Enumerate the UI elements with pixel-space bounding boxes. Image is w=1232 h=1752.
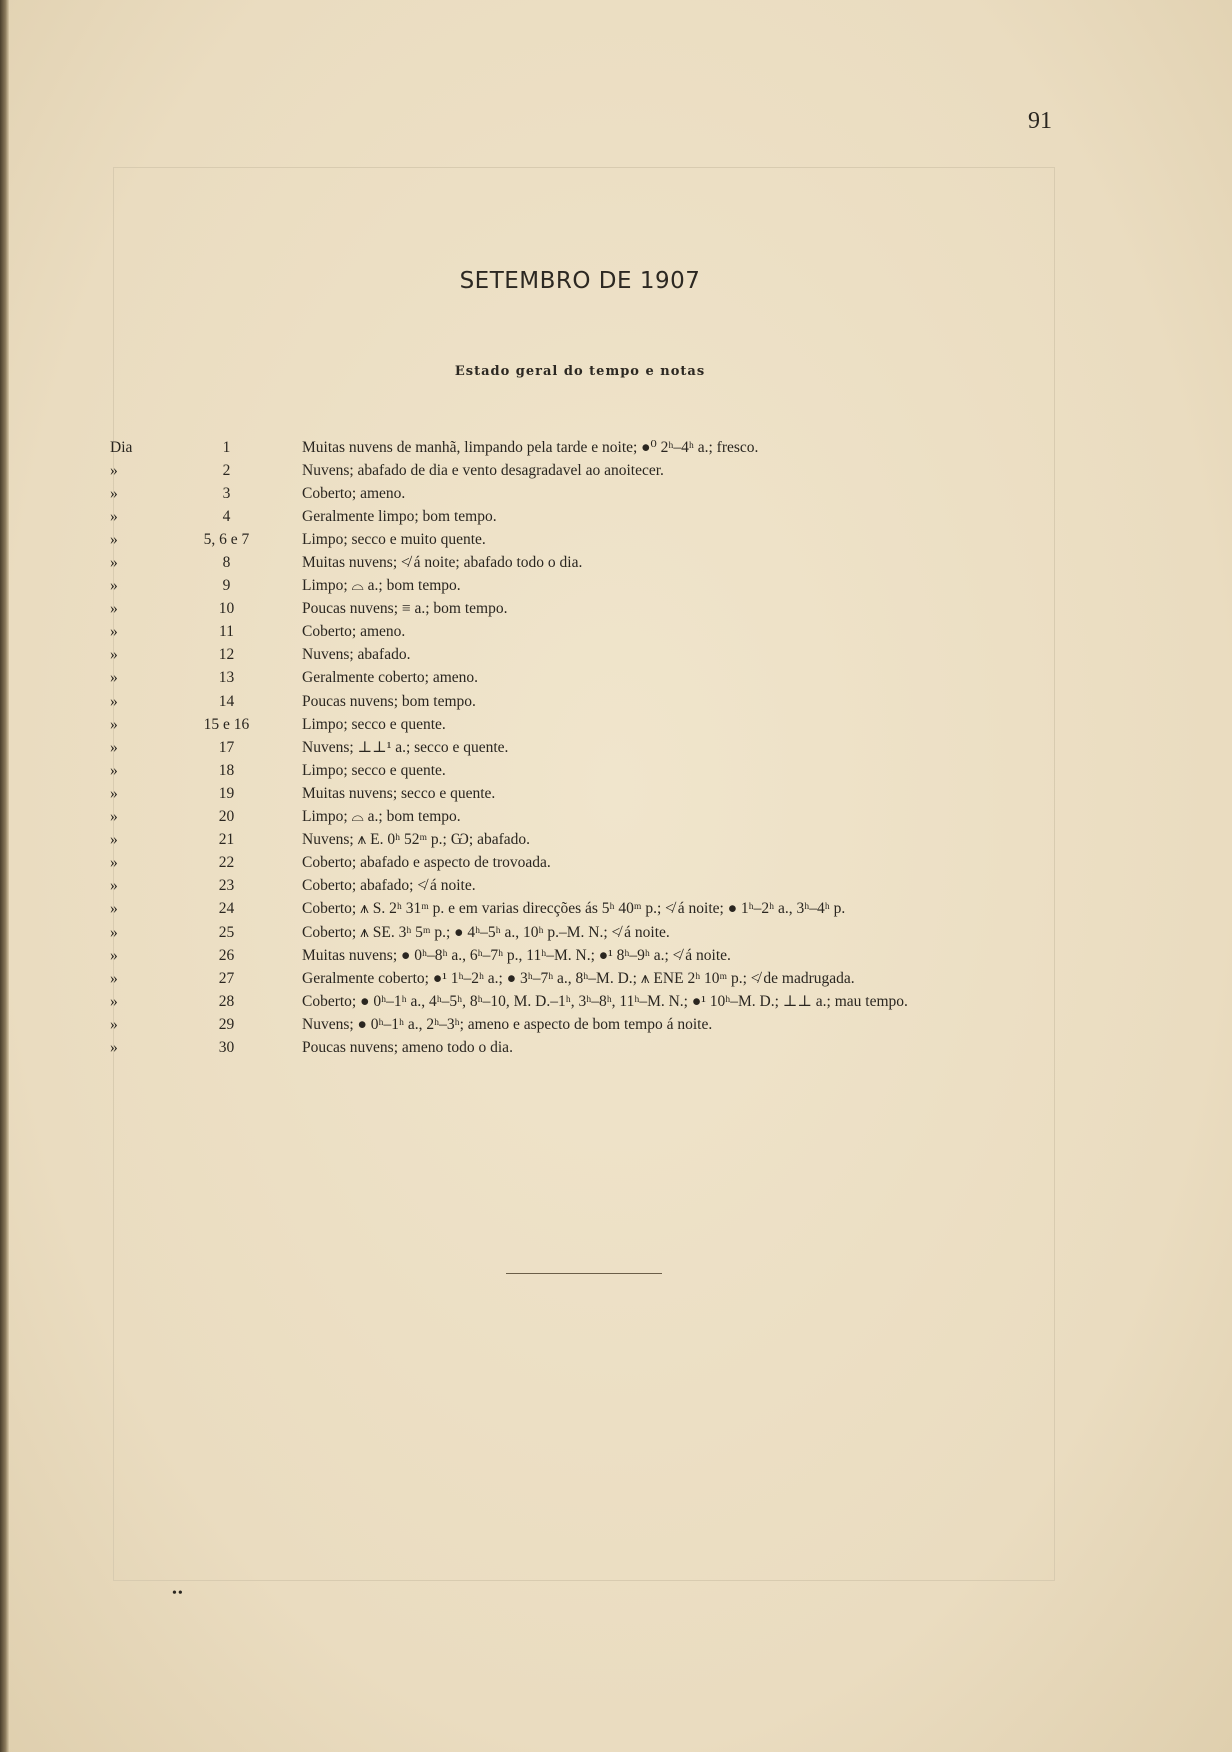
day-label: » (110, 577, 118, 595)
day-number: 10 (218, 600, 235, 618)
day-number: 28 (218, 992, 235, 1010)
weather-note: Poucas nuvens; bom tempo. (302, 692, 476, 710)
day-label: » (110, 761, 118, 779)
weather-note: Limpo; ⌓ a.; bom tempo. (302, 577, 461, 595)
footer-marks: •• (172, 1586, 184, 1601)
day-label: » (110, 784, 118, 802)
day-number: 24 (218, 900, 235, 918)
weather-note: Poucas nuvens; ≡ a.; bom tempo. (302, 600, 508, 618)
day-number: 2 (222, 461, 231, 479)
weather-note: Coberto; ● 0ʰ–1ʰ a., 4ʰ–5ʰ, 8ʰ–10, M. D.–1ʰ, 3ʰ–8ʰ, 11ʰ–M. N.; ●¹ 10ʰ–M. D.; ⊥⊥ a.; mau tempo. (302, 993, 908, 1011)
table-row (105, 436, 1065, 459)
weather-note: Muitas nuvens; ● 0ʰ–8ʰ a., 6ʰ–7ʰ p., 11ʰ–M. N.; ●¹ 8ʰ–9ʰ a.; ≮ á noite. (302, 946, 731, 964)
day-number: 22 (218, 854, 235, 872)
day-number: 21 (218, 831, 235, 849)
table-row (105, 598, 1065, 621)
weather-note: Limpo; ⌓ a.; bom tempo. (302, 808, 461, 826)
day-label: » (110, 738, 118, 756)
day-label: » (110, 692, 118, 710)
table-row (105, 1036, 1065, 1059)
table-row (105, 713, 1065, 736)
day-number: 15 e 16 (203, 715, 250, 733)
day-label: » (110, 669, 118, 687)
weather-note: Limpo; secco e quente. (302, 761, 446, 779)
day-number: 1 (222, 438, 231, 456)
day-label: » (110, 808, 118, 826)
day-label: » (110, 992, 118, 1010)
page-title: SETEMBRO DE 1907 (459, 268, 701, 294)
day-number: 3 (222, 484, 231, 502)
day-label: » (110, 646, 118, 664)
table-row (105, 459, 1065, 482)
weather-note: Nuvens; abafado de dia e vento desagradavel ao anoitecer. (302, 461, 664, 479)
weather-note: Muitas nuvens; ≮ á noite; abafado todo o dia. (302, 554, 583, 572)
weather-note: Poucas nuvens; ameno todo o dia. (302, 1038, 513, 1056)
day-label: » (110, 854, 118, 872)
weather-note: Nuvens; ⩚ E. 0ʰ 52ᵐ p.; Ѡ; abafado. (302, 831, 531, 849)
weather-note: Nuvens; ⊥⊥¹ a.; secco e quente. (302, 739, 509, 757)
day-label: » (110, 600, 118, 618)
day-number: 18 (218, 761, 235, 779)
day-number: 13 (218, 669, 235, 687)
table-row (105, 551, 1065, 574)
weather-note: Coberto; ameno. (302, 484, 406, 502)
day-label: Dia (110, 438, 133, 456)
table-row (105, 736, 1065, 759)
table-row (105, 967, 1065, 990)
day-label: » (110, 715, 118, 733)
day-label: » (110, 923, 118, 941)
day-label: » (110, 877, 118, 895)
day-label: » (110, 530, 118, 548)
table-row (105, 782, 1065, 805)
day-number: 25 (218, 923, 235, 941)
day-number: 14 (218, 692, 235, 710)
weather-note: Geralmente coberto; ameno. (302, 669, 479, 687)
weather-note: Nuvens; abafado. (302, 646, 411, 664)
table-row (105, 482, 1065, 505)
table-row (105, 621, 1065, 644)
table-row (105, 921, 1065, 944)
day-label: » (110, 1038, 118, 1056)
day-number: 8 (222, 554, 231, 572)
day-number: 4 (222, 507, 231, 525)
day-label: » (110, 1015, 118, 1033)
day-number: 29 (218, 1015, 235, 1033)
table-row (105, 690, 1065, 713)
day-number: 17 (218, 738, 235, 756)
table-row (105, 806, 1065, 829)
weather-note: Limpo; secco e quente. (302, 715, 446, 733)
weather-note: Muitas nuvens de manhã, limpando pela tarde e noite; ●⁰ 2ʰ–4ʰ a.; fresco. (302, 439, 759, 457)
day-label: » (110, 946, 118, 964)
day-number: 23 (218, 877, 235, 895)
weather-note: Coberto; abafado e aspecto de trovoada. (302, 854, 551, 872)
day-label: » (110, 969, 118, 987)
table-row (105, 990, 1065, 1013)
day-label: » (110, 484, 118, 502)
weather-note: Coberto; ⩚ SE. 3ʰ 5ᵐ p.; ● 4ʰ–5ʰ a., 10ʰ p.–M. N.; ≮ á noite. (302, 923, 670, 941)
weather-note: Coberto; ameno. (302, 623, 406, 641)
table-row (105, 875, 1065, 898)
table-row (105, 667, 1065, 690)
day-label: » (110, 554, 118, 572)
day-number: 12 (218, 646, 235, 664)
table-row (105, 852, 1065, 875)
day-number: 26 (218, 946, 235, 964)
day-label: » (110, 900, 118, 918)
day-label: » (110, 507, 118, 525)
weather-note: Muitas nuvens; secco e quente. (302, 784, 496, 802)
page-number: 91 (1028, 108, 1052, 134)
day-number: 20 (218, 808, 235, 826)
table-row (105, 1013, 1065, 1036)
table-row (105, 644, 1065, 667)
table-row (105, 898, 1065, 921)
day-label: » (110, 623, 118, 641)
weather-note: Coberto; abafado; ≮ á noite. (302, 877, 476, 895)
weather-note: Geralmente coberto; ●¹ 1ʰ–2ʰ a.; ● 3ʰ–7ʰ a., 8ʰ–M. D.; ⩚ ENE 2ʰ 10ᵐ p.; ≮ de madrugada. (302, 969, 855, 987)
weather-note: Coberto; ⩚ S. 2ʰ 31ᵐ p. e em varias direcções ás 5ʰ 40ᵐ p.; ≮ á noite; ● 1ʰ–2ʰ a., 3ʰ–4ʰ p. (302, 900, 846, 918)
table-row (105, 944, 1065, 967)
weather-note: Limpo; secco e muito quente. (302, 530, 486, 548)
day-label: » (110, 461, 118, 479)
section-subtitle: Estado geral do tempo e notas (454, 364, 706, 379)
day-number: 11 (219, 623, 234, 641)
table-row (105, 829, 1065, 852)
table-row (105, 528, 1065, 551)
book-spine-edge (0, 0, 9, 1752)
weather-note: Nuvens; ● 0ʰ–1ʰ a., 2ʰ–3ʰ; ameno e aspecto de bom tempo á noite. (302, 1015, 713, 1033)
day-number: 30 (218, 1038, 235, 1056)
day-number: 27 (218, 969, 235, 987)
table-row (105, 759, 1065, 782)
day-number: 9 (222, 577, 231, 595)
separator-rule (506, 1273, 662, 1274)
table-row (105, 575, 1065, 598)
day-number: 5, 6 e 7 (203, 530, 250, 548)
table-row (105, 505, 1065, 528)
day-number: 19 (218, 784, 235, 802)
weather-note: Geralmente limpo; bom tempo. (302, 507, 497, 525)
day-label: » (110, 831, 118, 849)
weather-notes-table (105, 436, 1065, 1060)
